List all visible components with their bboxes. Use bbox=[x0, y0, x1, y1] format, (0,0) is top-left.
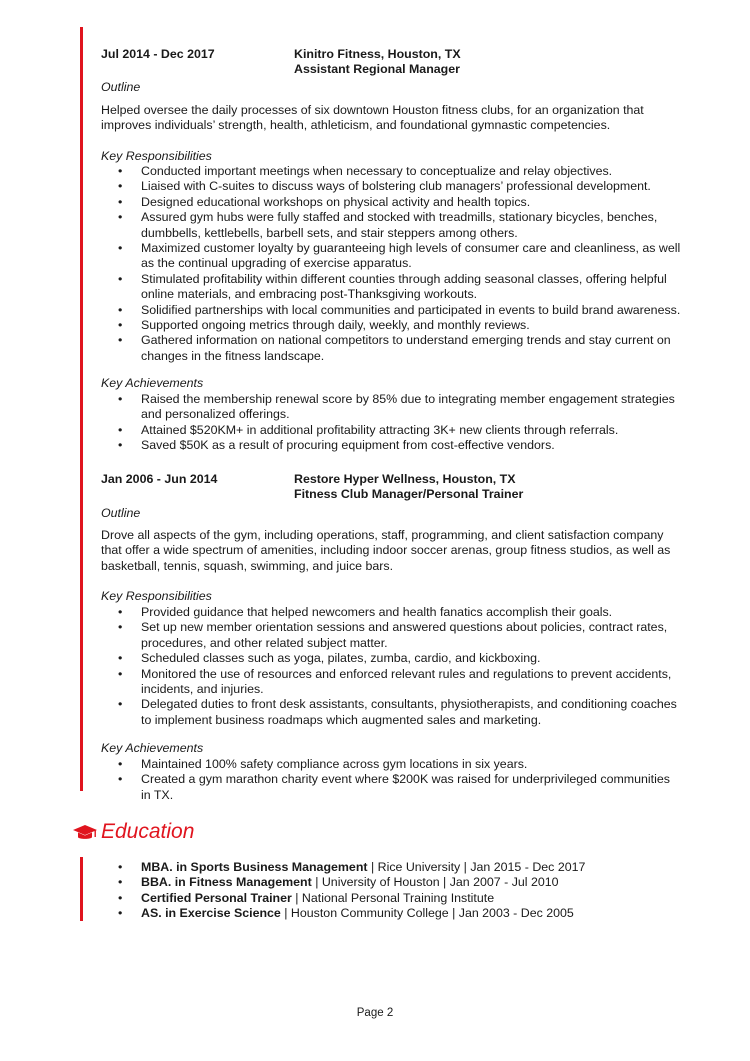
job-outline: Drove all aspects of the gym, including operations, staff, programming, and client satisfaction company that offer a wide spectrum of amenities, including indoor soccer arenas, group fitness studios, as well as basketball, tennis, squash, swimming, and juice bars. bbox=[101, 528, 671, 573]
list-item: • Solidified partnerships with local communities and participated in events to build brand awareness. bbox=[101, 303, 681, 318]
achievements-label: Key Achievements bbox=[101, 741, 204, 755]
education-item bbox=[101, 906, 681, 921]
responsibilities-label: Key Responsibilities bbox=[101, 149, 212, 163]
education-accent-bar bbox=[80, 857, 83, 921]
degree-name: AS. in Exercise Science bbox=[141, 906, 281, 921]
list-item: • Raised the membership renewal score by 85% due to integrating member engagement strategies and personalized offerings. bbox=[101, 392, 681, 423]
job-date: Jul 2014 - Dec 2017 bbox=[101, 47, 215, 61]
list-item: • Set up new member orientation sessions and answered questions about policies, contract rates, procedures, and other related subject matter. bbox=[101, 620, 681, 651]
responsibilities-label: Key Responsibilities bbox=[101, 589, 212, 603]
degree-details: | National Personal Training Institute bbox=[291, 890, 495, 905]
degree-details: | University of Houston | Jan 2007 - Jul 2010 bbox=[311, 875, 559, 890]
list-item: • Designed educational workshops on physical activity and health topics. bbox=[101, 195, 681, 210]
degree-name: BBA. in Fitness Management bbox=[141, 875, 312, 890]
education-heading: Education bbox=[101, 820, 195, 843]
education-list bbox=[101, 860, 681, 922]
list-item: • Attained $520KM+ in additional profitability attracting 3K+ new clients through referrals. bbox=[101, 423, 681, 438]
list-item: • Provided guidance that helped newcomers and health fanatics accomplish their goals. bbox=[101, 605, 681, 620]
education-item bbox=[101, 891, 681, 906]
job-role: Assistant Regional Manager bbox=[294, 62, 460, 76]
list-item: • Supported ongoing metrics through daily, weekly, and monthly reviews. bbox=[101, 318, 681, 333]
section-accent-bar bbox=[80, 27, 83, 791]
degree-name: Certified Personal Trainer bbox=[141, 890, 292, 905]
job-role: Fitness Club Manager/Personal Trainer bbox=[294, 487, 524, 501]
list-item: • Maintained 100% safety compliance across gym locations in six years. bbox=[101, 757, 681, 772]
outline-label: Outline bbox=[101, 80, 141, 94]
job-date: Jan 2006 - Jun 2014 bbox=[101, 472, 218, 486]
list-item: • Scheduled classes such as yoga, pilates, zumba, cardio, and kickboxing. bbox=[101, 651, 681, 666]
list-item: • Liaised with C-suites to discuss ways of bolstering club managers’ professional development. bbox=[101, 179, 681, 194]
list-item: • Stimulated profitability within different counties through adding seasonal classes, offering helpful online materials, and embracing post-Thanksgiving workouts. bbox=[101, 272, 681, 303]
list-item: • Conducted important meetings when necessary to conceptualize and relay objectives. bbox=[101, 164, 681, 179]
page-number: Page 2 bbox=[356, 1007, 394, 1019]
responsibilities-list bbox=[101, 164, 681, 364]
list-item: • Saved $50K as a result of procuring equipment from cost-effective vendors. bbox=[101, 438, 681, 453]
achievements-list bbox=[101, 757, 681, 803]
job-organization: Restore Hyper Wellness, Houston, TX bbox=[294, 472, 516, 486]
degree-details: | Rice University | Jan 2015 - Dec 2017 bbox=[367, 860, 586, 874]
outline-label: Outline bbox=[101, 506, 141, 520]
list-item: • Delegated duties to front desk assistants, consultants, physiotherapists, and conditioning coaches to implement business roadmaps which augmented sales and marketing. bbox=[101, 697, 681, 728]
list-item: • Created a gym marathon charity event where $200K was raised for underprivileged communities in TX. bbox=[101, 772, 681, 803]
job-organization: Kinitro Fitness, Houston, TX bbox=[294, 47, 461, 61]
education-item bbox=[101, 860, 681, 875]
job-outline: Helped oversee the daily processes of six downtown Houston fitness clubs, for an organization that improves individuals’ strength, health, athleticism, and foundational gymnastic competencies. bbox=[101, 103, 644, 133]
list-item: • Assured gym hubs were fully staffed and stocked with treadmills, stationary bicycles, benches, dumbbells, kettlebells, barbell sets, and stair steppers among others. bbox=[101, 210, 681, 241]
responsibilities-list bbox=[101, 605, 681, 728]
achievements-list bbox=[101, 392, 681, 454]
list-item: • Maximized customer loyalty by guaranteeing high levels of consumer care and cleanliness, as well as the continual upgrading of exercise apparatus. bbox=[101, 241, 681, 272]
list-item: • Gathered information on national competitors to understand emerging trends and stay current on changes in the fitness landscape. bbox=[101, 333, 681, 364]
graduation-cap-icon bbox=[72, 824, 98, 842]
degree-name: MBA. in Sports Business Management bbox=[141, 860, 368, 874]
achievements-label: Key Achievements bbox=[101, 376, 204, 390]
list-item: • Monitored the use of resources and enforced relevant rules and regulations to prevent accidents, incidents, and injuries. bbox=[101, 667, 681, 698]
degree-details: | Houston Community College | Jan 2003 - Dec 2005 bbox=[280, 906, 574, 921]
education-item bbox=[101, 875, 681, 890]
